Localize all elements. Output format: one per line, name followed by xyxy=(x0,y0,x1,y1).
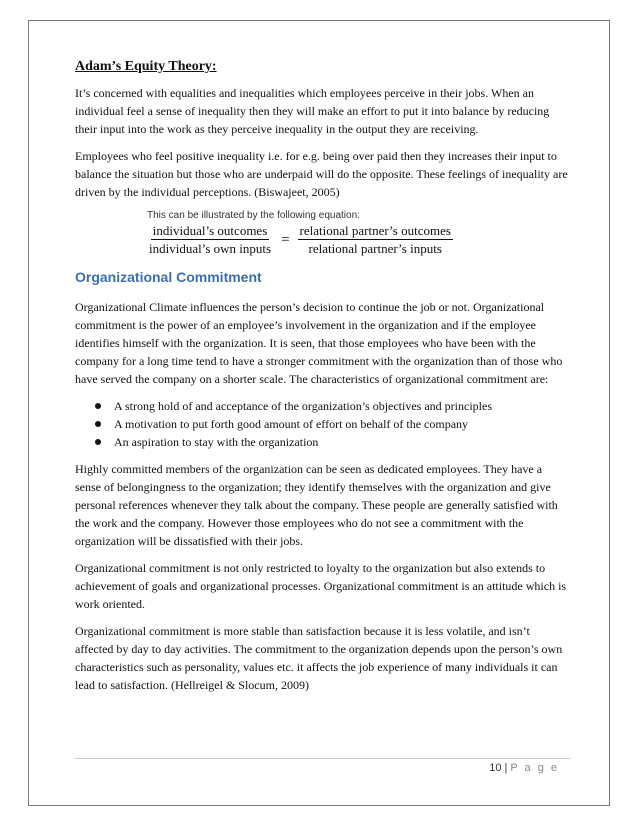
left-fraction xyxy=(147,223,273,256)
right-fraction xyxy=(298,223,453,256)
bullet-icon xyxy=(95,439,101,445)
bullet-icon xyxy=(95,403,101,409)
commitment-paragraph-3: Organizational commitment is more stable than satisfaction because it is less volatile, and isn’t affected by day to day activities. The commitment to the organization depends upon the person’s own characteristics such as personality, values etc. it affects the job experience of many individuals it can lead to satisfaction. (Hellreigel & Slocum, 2009) xyxy=(75,624,563,692)
equation xyxy=(147,223,570,256)
bullet-icon xyxy=(95,421,101,427)
left-numerator: individual’s outcomes xyxy=(152,223,268,238)
list-item-text: An aspiration to stay with the organization xyxy=(114,435,319,449)
commitment-paragraph-1: Highly committed members of the organization can be seen as dedicated employees. They have a sense of belongingness to the organization; they identify themselves with the organization and give personal references whenever they talk about the company. These people are generally satisfied with the work and the company. However those employees who do not see a commitment with the organization will be dissatisfied with their jobs. xyxy=(75,462,558,548)
footer-separator: | xyxy=(504,762,508,774)
list-item-text: A strong hold of and acceptance of the organization’s objectives and principles xyxy=(114,399,492,413)
left-denominator: individual’s own inputs xyxy=(149,241,272,256)
characteristics-list xyxy=(75,397,570,451)
equity-paragraph-1: It’s concerned with equalities and inequalities which employees perceive in their jobs. When an individual feel a sense of inequality then they will make an effort to put it into balance by reducing their input into the work as they perceive inequality in the output they are receiving. xyxy=(75,86,550,136)
page-number: 10 xyxy=(489,762,502,774)
list-item-text: A motivation to put forth good amount of effort on behalf of the company xyxy=(114,417,469,431)
commitment-intro: Organizational Climate influences the person’s decision to continue the job or not. Organizational commitment is the power of an employee’s involvement in the organization and if the employee identifies himself with the organization. It is seen, that those employees who have been with the company for a long time tend to have a stronger commitment with the organization than of those who have served the company on a shorter scale. The characteristics of organizational commitment are: xyxy=(75,300,563,386)
page-label: P a g e xyxy=(510,762,559,774)
list-item xyxy=(95,433,570,451)
footer-divider xyxy=(75,758,570,759)
right-denominator: relational partner’s inputs xyxy=(308,241,442,256)
section-title: Adam’s Equity Theory: xyxy=(75,59,217,74)
equation-caption: This can be illustrated by the following equation: xyxy=(147,210,360,221)
commitment-heading: Organizational Commitment xyxy=(75,269,262,285)
equity-paragraph-2: Employees who feel positive inequality i.e. for e.g. being over paid then they increases their input to balance the situation but those who are underpaid will do the opposite. These feelings of inequality are driven by the individual perceptions. (Biswajeet, 2005) xyxy=(75,149,568,199)
page-footer xyxy=(489,762,559,774)
commitment-paragraph-2: Organizational commitment is not only restricted to loyalty to the organization but also extends to achievement of goals and organizational processes. Organizational commitment is an attitude which is work oriented. xyxy=(75,561,567,611)
equals-sign: = xyxy=(281,231,290,248)
right-numerator: relational partner’s outcomes xyxy=(299,223,451,238)
list-item xyxy=(95,397,570,415)
list-item xyxy=(95,415,570,433)
equity-equation xyxy=(75,210,570,256)
document-body xyxy=(75,58,570,703)
